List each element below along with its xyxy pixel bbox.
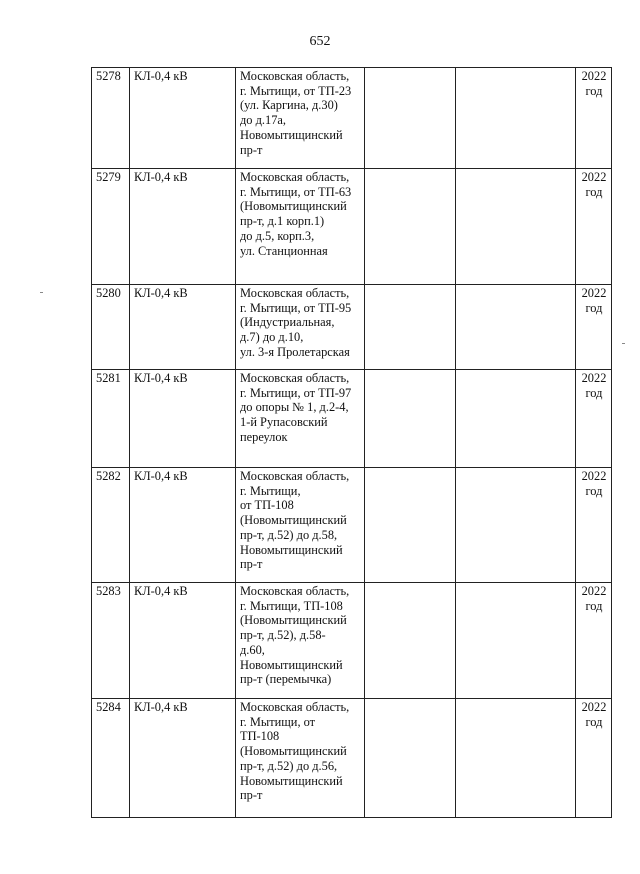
registry-table (91, 67, 612, 818)
empty-cell (456, 583, 576, 699)
page-number: 652 (309, 34, 331, 49)
row-number: 5284 (92, 699, 130, 818)
empty-cell (365, 699, 456, 818)
year-cell: 2022 год (576, 169, 612, 285)
empty-cell (365, 468, 456, 583)
route-address: Московская область, г. Мытищи, от ТП-108 (Новомытищинский пр-т, д.52) до д.56, Новомытищинский пр-т (236, 699, 365, 818)
row-number: 5279 (92, 169, 130, 285)
row-number: 5281 (92, 370, 130, 468)
row-number: 5278 (92, 68, 130, 169)
cable-type: КЛ-0,4 кВ (130, 468, 236, 583)
year-cell: 2022 год (576, 285, 612, 370)
route-address: Московская область, г. Мытищи, от ТП-97 до опоры № 1, д.2-4, 1-й Рупасовский переулок (236, 370, 365, 468)
table-row (92, 169, 612, 285)
year-cell: 2022 год (576, 68, 612, 169)
empty-cell (365, 583, 456, 699)
route-address: Московская область, г. Мытищи, от ТП-108 (Новомытищинский пр-т, д.52) до д.58, Новомытищинский пр-т (236, 468, 365, 583)
route-address: Московская область, г. Мытищи, от ТП-95 (Индустриальная, д.7) до д.10, ул. 3-я Пролетарская (236, 285, 365, 370)
route-address: Московская область, г. Мытищи, от ТП-23 (ул. Каргина, д.30) до д.17а, Новомытищинский пр-т (236, 68, 365, 169)
scan-mark (622, 343, 625, 344)
table-row (92, 370, 612, 468)
scan-mark (40, 292, 43, 293)
empty-cell (365, 169, 456, 285)
table-row (92, 285, 612, 370)
empty-cell (365, 370, 456, 468)
registry-rows (92, 68, 612, 818)
table-row (92, 468, 612, 583)
empty-cell (456, 699, 576, 818)
row-number: 5283 (92, 583, 130, 699)
route-address: Московская область, г. Мытищи, ТП-108 (Новомытищинский пр-т, д.52), д.58- д.60, Новомытищинский пр-т (перемычка) (236, 583, 365, 699)
year-cell: 2022 год (576, 583, 612, 699)
year-cell: 2022 год (576, 699, 612, 818)
row-number: 5282 (92, 468, 130, 583)
empty-cell (365, 68, 456, 169)
empty-cell (456, 468, 576, 583)
row-number: 5280 (92, 285, 130, 370)
year-cell: 2022 год (576, 468, 612, 583)
empty-cell (456, 370, 576, 468)
empty-cell (365, 285, 456, 370)
year-cell: 2022 год (576, 370, 612, 468)
table-row (92, 583, 612, 699)
table-row (92, 699, 612, 818)
cable-type: КЛ-0,4 кВ (130, 699, 236, 818)
table-row (92, 68, 612, 169)
cable-type: КЛ-0,4 кВ (130, 68, 236, 169)
cable-type: КЛ-0,4 кВ (130, 370, 236, 468)
empty-cell (456, 68, 576, 169)
empty-cell (456, 285, 576, 370)
cable-type: КЛ-0,4 кВ (130, 583, 236, 699)
cable-type: КЛ-0,4 кВ (130, 169, 236, 285)
cable-type: КЛ-0,4 кВ (130, 285, 236, 370)
route-address: Московская область, г. Мытищи, от ТП-63 (Новомытищинский пр-т, д.1 корп.1) до д.5, корп.3, ул. Станционная (236, 169, 365, 285)
empty-cell (456, 169, 576, 285)
